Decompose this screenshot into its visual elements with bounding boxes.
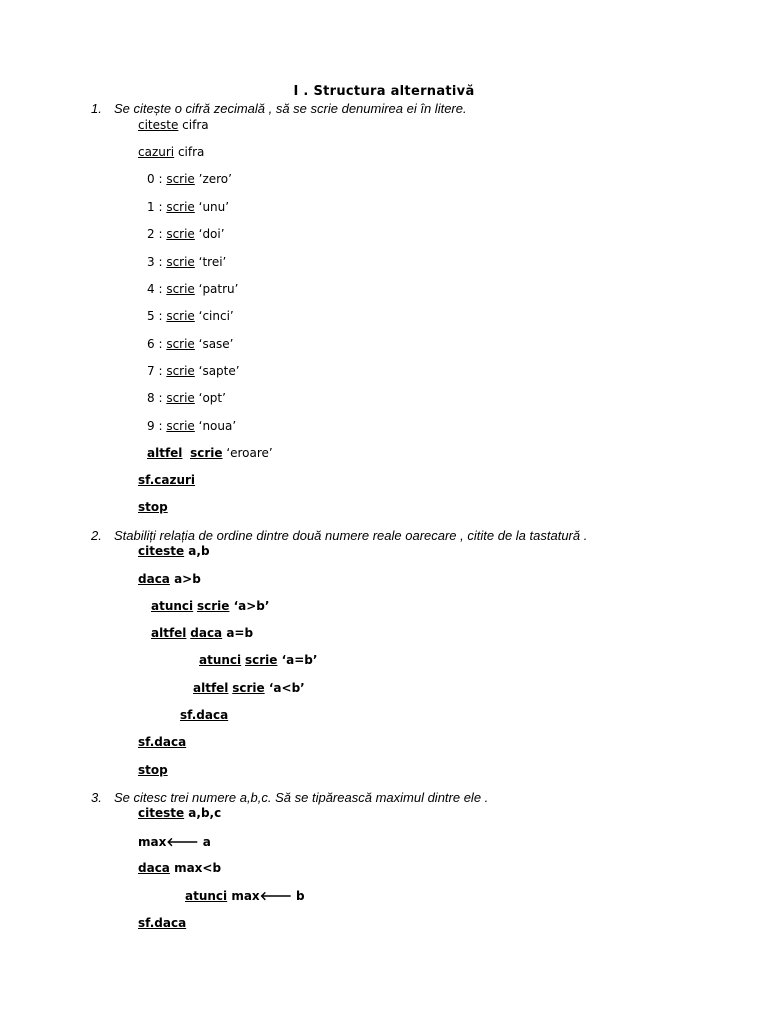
case-label: 2 :: [147, 227, 167, 241]
keyword-scrie: scrie: [196, 599, 230, 613]
keyword-scrie: scrie: [166, 200, 195, 214]
keyword-citeste: citeste: [138, 544, 185, 558]
keyword-scrie: scrie: [166, 227, 195, 241]
value: ‘a>b’: [229, 599, 270, 613]
code-line-altfel-daca: [151, 626, 253, 640]
keyword-sf-cazuri: sf.cazuri: [138, 473, 196, 487]
code-line-atunci: [185, 888, 305, 903]
arg: a,b: [184, 544, 210, 558]
keyword-atunci: atunci: [185, 889, 228, 903]
keyword-citeste: citeste: [138, 806, 185, 820]
case-value: ‘patru’: [194, 282, 239, 296]
case-label: 4 :: [147, 282, 167, 296]
case-value: ‘noua’: [194, 419, 237, 433]
page-title: I . Structura alternativă: [293, 84, 475, 99]
arg: cifra: [178, 118, 209, 132]
code-line-sf-daca: [180, 708, 228, 722]
problem-number: 1.: [91, 101, 102, 116]
condition: max<b: [169, 861, 222, 875]
keyword-stop: stop: [138, 763, 168, 777]
code-line-altfel: [193, 681, 305, 695]
keyword-scrie: scrie: [166, 172, 195, 186]
value: b: [291, 889, 305, 903]
code-line-atunci: [151, 599, 269, 613]
variable-max: max: [227, 889, 260, 903]
keyword-sf-daca: sf.daca: [138, 916, 187, 930]
keyword-scrie: scrie: [166, 309, 195, 323]
code-line-sf-daca: [138, 916, 186, 930]
case-value: ‘sapte’: [194, 364, 240, 378]
value: ‘a<b’: [264, 681, 305, 695]
keyword-scrie: scrie: [166, 391, 195, 405]
case-line: [147, 337, 234, 351]
code-line-citeste: [138, 118, 209, 132]
code-line-citeste: [138, 544, 210, 558]
condition: a>b: [169, 572, 201, 586]
variable-max: max: [138, 835, 167, 849]
keyword-cazuri: cazuri: [138, 145, 175, 159]
case-label: 9 :: [147, 419, 167, 433]
condition: a=b: [222, 626, 254, 640]
case-label: 8 :: [147, 391, 167, 405]
keyword-altfel: altfel: [193, 681, 229, 695]
keyword-altfel: altfel: [147, 446, 183, 460]
code-line-stop: [138, 763, 168, 777]
case-line: [147, 364, 240, 378]
keyword-scrie: scrie: [166, 255, 195, 269]
case-label: 5 :: [147, 309, 167, 323]
arrow-left-icon: 🡐: [259, 889, 292, 903]
keyword-sf-daca: sf.daca: [180, 708, 229, 722]
case-value: ‘unu’: [194, 200, 230, 214]
keyword-scrie: scrie: [166, 364, 195, 378]
problem-text: Se citește o cifră zecimală , să se scrie denumirea ei în litere.: [114, 101, 467, 116]
keyword-citeste: citeste: [138, 118, 179, 132]
code-line-atunci: [199, 653, 317, 667]
arg: cifra: [174, 145, 205, 159]
code-line-sf-daca: [138, 735, 186, 749]
case-line: [147, 200, 229, 214]
code-line-stop: [138, 500, 168, 514]
code-line-cazuri: [138, 145, 204, 159]
case-default-line: [147, 446, 273, 460]
case-label: 6 :: [147, 337, 167, 351]
keyword-atunci: atunci: [151, 599, 194, 613]
case-label: 7 :: [147, 364, 167, 378]
case-label: 0 :: [147, 172, 167, 186]
value: ‘a=b’: [277, 653, 318, 667]
code-line-assign: [138, 834, 211, 849]
case-value: ‘opt’: [194, 391, 226, 405]
case-line: [147, 309, 234, 323]
code-line-daca: [138, 861, 221, 875]
case-line: [147, 419, 236, 433]
case-line: [147, 227, 225, 241]
case-label: 1 :: [147, 200, 167, 214]
keyword-atunci: atunci: [199, 653, 242, 667]
keyword-scrie: scrie: [190, 446, 223, 460]
keyword-daca: daca: [190, 626, 223, 640]
problem-2-statement: [91, 528, 587, 543]
problem-number: 2.: [91, 528, 102, 543]
case-value: ‘trei’: [194, 255, 227, 269]
keyword-scrie: scrie: [244, 653, 278, 667]
keyword-altfel: altfel: [151, 626, 187, 640]
code-line-citeste: [138, 806, 221, 820]
keyword-stop: stop: [138, 500, 168, 514]
code-line-daca: [138, 572, 201, 586]
arrow-left-icon: 🡐: [166, 835, 199, 849]
case-line: [147, 172, 232, 186]
keyword-scrie: scrie: [232, 681, 265, 695]
case-value: ‘doi’: [194, 227, 225, 241]
case-label: 3 :: [147, 255, 167, 269]
keyword-daca: daca: [138, 572, 170, 586]
case-value: ‘cinci’: [194, 309, 234, 323]
keyword-scrie: scrie: [166, 282, 195, 296]
case-value: ‘sase’: [194, 337, 234, 351]
case-value: ‘eroare’: [222, 446, 273, 460]
code-line-sf-cazuri: [138, 473, 195, 487]
keyword-scrie: scrie: [166, 337, 195, 351]
problem-3-statement: [91, 790, 488, 805]
case-line: [147, 391, 226, 405]
case-line: [147, 282, 238, 296]
problem-number: 3.: [91, 790, 102, 805]
problem-1-statement: [91, 101, 467, 116]
case-value: ’zero’: [194, 172, 232, 186]
keyword-daca: daca: [138, 861, 170, 875]
case-line: [147, 255, 226, 269]
value: a: [198, 835, 211, 849]
arg: a,b,c: [184, 806, 222, 820]
problem-text: Se citesc trei numere a,b,c. Să se tipărească maximul dintre ele .: [114, 790, 489, 805]
keyword-sf-daca: sf.daca: [138, 735, 187, 749]
keyword-scrie: scrie: [166, 419, 195, 433]
problem-text: Stabiliți relația de ordine dintre două numere reale oarecare , citite de la tastatură .: [114, 528, 588, 543]
